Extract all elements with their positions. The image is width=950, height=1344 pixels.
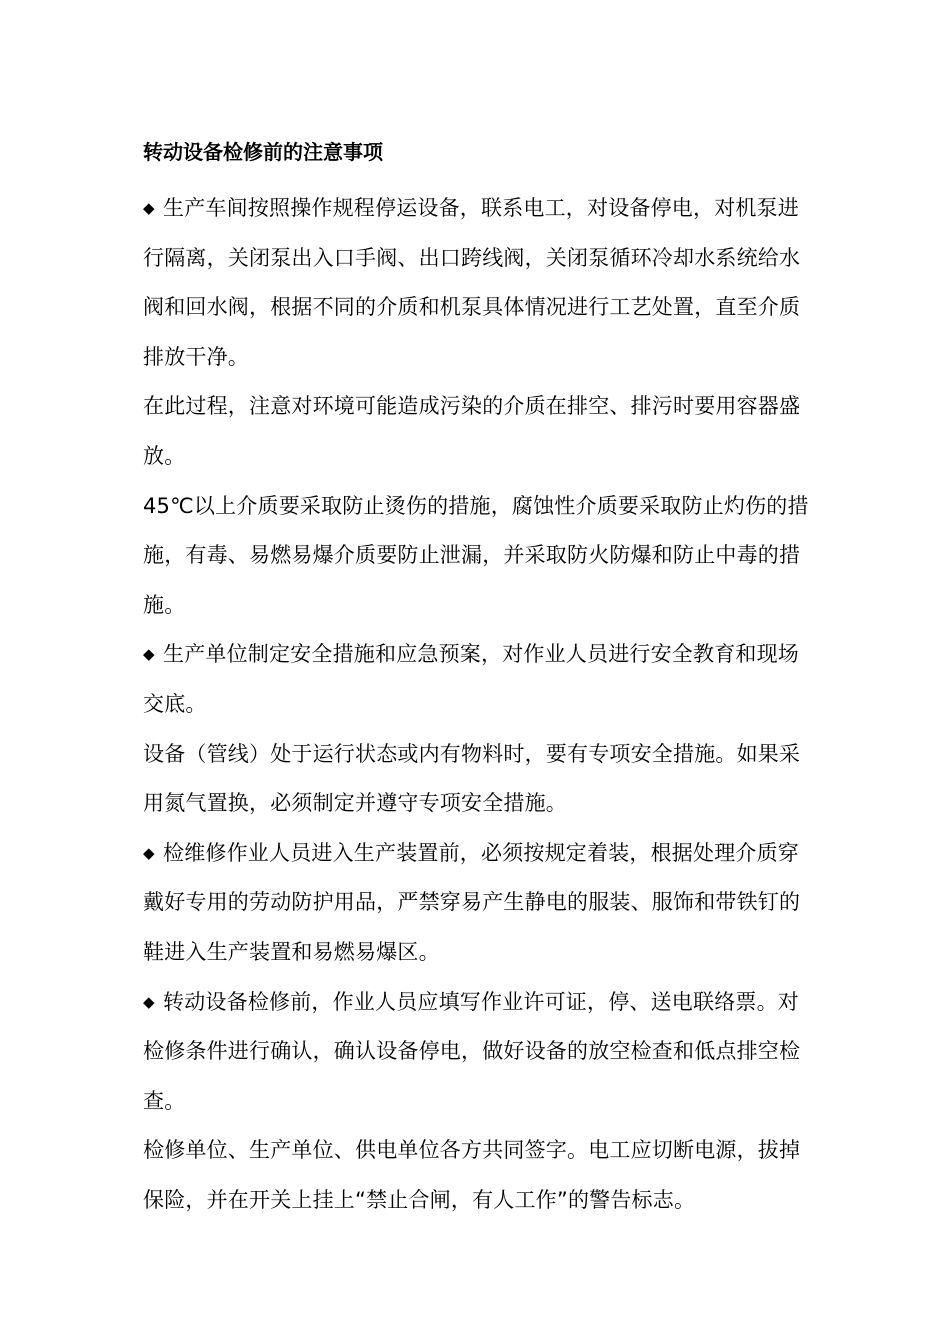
paragraph-6: [143, 829, 813, 978]
paragraph-text: 检修单位、生产单位、供电单位各方共同签字。电工应切断电源，拔掉保险，并在开关上挂上“禁止合闸，有人工作”的警告标志。: [143, 1138, 801, 1212]
paragraph-text: 生产单位制定安全措施和应急预案，对作业人员进行安全教育和现场交底。: [143, 642, 799, 716]
paragraph-2: [143, 382, 813, 481]
bullet-icon: ◆: [143, 843, 155, 862]
bullet-icon: ◆: [143, 645, 155, 664]
paragraph-text: 转动设备检修前，作业人员应填写作业许可证，停、送电联络票。对检修条件进行确认，确认设备停电，做好设备的放空检查和低点排空检查。: [143, 989, 801, 1113]
paragraph-text: 检维修作业人员进入生产装置前，必须按规定着装，根据处理介质穿戴好专用的劳动防护用品，严禁穿易产生静电的服装、服饰和带铁钉的鞋进入生产装置和易燃易爆区。: [143, 840, 801, 964]
paragraph-5: [143, 730, 813, 829]
paragraph-3: [143, 482, 813, 631]
document-body: [143, 135, 813, 1225]
bullet-icon: ◆: [143, 199, 155, 217]
paragraph-text: 设备（管线）处于运行状态或内有物料时，要有专项安全措施。如果采用氮气置换，必须制定并遵守专项安全措施。: [143, 741, 801, 816]
paragraph-8: [143, 1126, 813, 1225]
paragraph-7: [143, 978, 813, 1127]
paragraph-text: 在此过程，注意对环境可能造成污染的介质在排空、排污时要用容器盛放。: [143, 394, 801, 468]
paragraph-text: 45℃以上介质要采取防止烫伤的措施，腐蚀性介质要采取防止灼伤的措施，有毒、易燃易爆介质要防止泄漏，并采取防火防爆和防止中毒的措施。: [143, 493, 809, 617]
bullet-icon: ◆: [143, 992, 155, 1011]
document-title: 转动设备检修前的注意事项: [143, 140, 383, 164]
paragraph-1: [143, 184, 813, 382]
paragraph-4: [143, 630, 813, 729]
paragraph-text: 生产车间按照操作规程停运设备，联系电工，对设备停电，对机泵进行隔离，关闭泵出入口手阀、出口跨线阀，关闭泵循环冷却水系统给水阀和回水阀，根据不同的介质和机泵具体情况进行工艺处置，直至介质排放干净。: [143, 196, 801, 369]
